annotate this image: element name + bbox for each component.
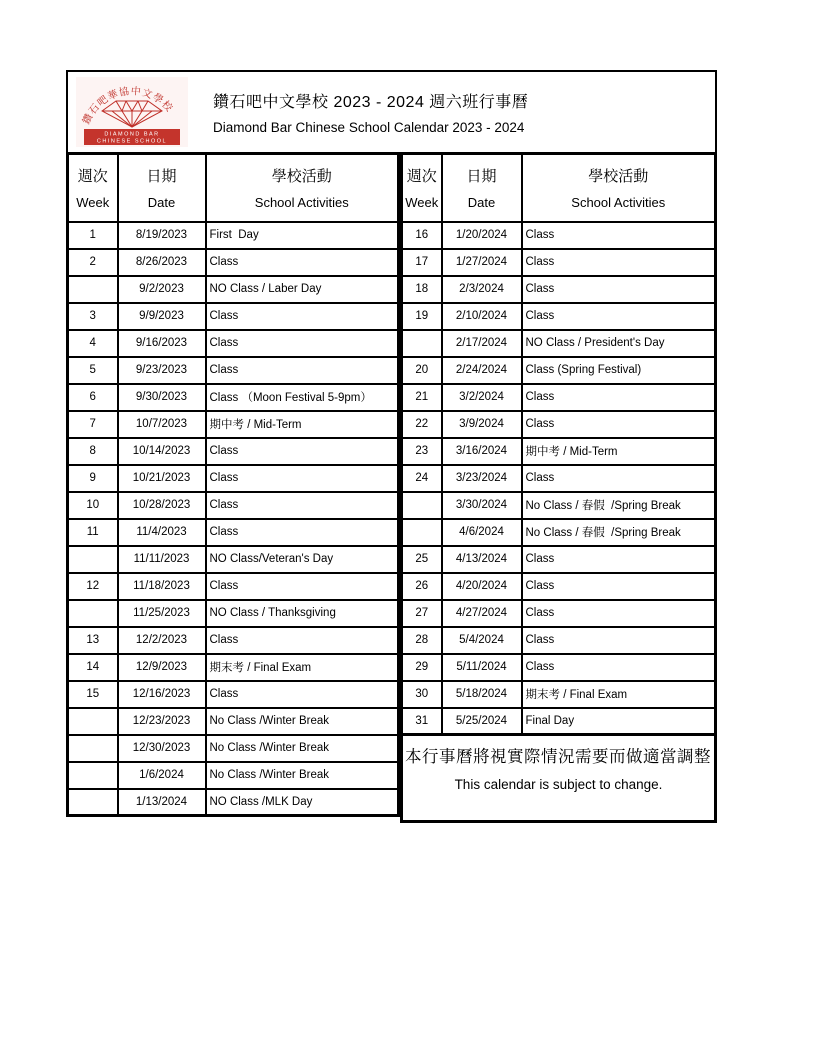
- week-cell: 5: [68, 357, 118, 384]
- activity-cell: Class: [522, 546, 716, 573]
- week-cell: 14: [68, 654, 118, 681]
- activity-cell: NO Class /MLK Day: [206, 789, 399, 816]
- date-cell: 10/7/2023: [118, 411, 206, 438]
- week-cell: 24: [402, 465, 442, 492]
- date-cell: 11/4/2023: [118, 519, 206, 546]
- activity-cell: 期末考 / Final Exam: [206, 654, 399, 681]
- calendar-tables: [66, 152, 717, 823]
- activity-cell: Class: [522, 600, 716, 627]
- activity-cell: Class: [522, 303, 716, 330]
- table-row: [402, 330, 716, 357]
- header-row: [402, 154, 716, 222]
- document-header: [66, 70, 717, 152]
- table-row: [68, 573, 399, 600]
- date-cell: 11/25/2023: [118, 600, 206, 627]
- disclaimer-english: This calendar is subject to change.: [454, 777, 663, 792]
- table-row: [68, 627, 399, 654]
- date-cell: 3/2/2024: [442, 384, 522, 411]
- table-row: [68, 519, 399, 546]
- date-cell: 10/21/2023: [118, 465, 206, 492]
- date-cell: 1/13/2024: [118, 789, 206, 816]
- week-cell: [68, 762, 118, 789]
- title-chinese: 鑽石吧中文學校 2023 - 2024 週六班行事曆: [213, 94, 529, 111]
- week-cell: 16: [402, 222, 442, 249]
- week-cell: 27: [402, 600, 442, 627]
- date-cell: 10/14/2023: [118, 438, 206, 465]
- activity-cell: Class: [522, 654, 716, 681]
- date-cell: 1/20/2024: [442, 222, 522, 249]
- activity-cell: 期中考 / Mid-Term: [206, 411, 399, 438]
- activity-cell: Class: [206, 519, 399, 546]
- date-cell: 1/6/2024: [118, 762, 206, 789]
- activity-cell: Class: [522, 384, 716, 411]
- table-row: [68, 465, 399, 492]
- week-cell: 10: [68, 492, 118, 519]
- week-cell: 20: [402, 357, 442, 384]
- activity-cell: Class: [522, 276, 716, 303]
- table-row: [68, 222, 399, 249]
- week-column-header: 週次 Week: [402, 154, 442, 222]
- activity-cell: Class: [206, 465, 399, 492]
- week-cell: [68, 600, 118, 627]
- activities-column-header: 學校活動 School Activities: [522, 154, 716, 222]
- date-cell: 10/28/2023: [118, 492, 206, 519]
- week-cell: 1: [68, 222, 118, 249]
- activity-cell: NO Class/Veteran's Day: [206, 546, 399, 573]
- table-row: [402, 546, 716, 573]
- logo-banner-line2: CHINESE SCHOOL: [96, 138, 168, 145]
- week-cell: 12: [68, 573, 118, 600]
- table-row: [68, 735, 399, 762]
- logo-arc-text: 鑽石吧華協中文學校: [81, 86, 175, 127]
- date-cell: 3/30/2024: [442, 492, 522, 519]
- week-cell: 29: [402, 654, 442, 681]
- week-cell: 2: [68, 249, 118, 276]
- title-english: Diamond Bar Chinese School Calendar 2023 - 2024: [213, 120, 525, 135]
- week-cell: 8: [68, 438, 118, 465]
- date-cell: 12/2/2023: [118, 627, 206, 654]
- activity-cell: Class: [206, 330, 399, 357]
- calendar-document: [66, 70, 717, 823]
- week-cell: 7: [68, 411, 118, 438]
- disclaimer-chinese: 本行事曆將視實際情況需要而做適當調整: [405, 748, 711, 766]
- date-cell: 4/27/2024: [442, 600, 522, 627]
- date-cell: 9/23/2023: [118, 357, 206, 384]
- date-cell: 11/11/2023: [118, 546, 206, 573]
- activity-cell: 期中考 / Mid-Term: [522, 438, 716, 465]
- activity-cell: Class: [206, 573, 399, 600]
- table-row: [402, 708, 716, 735]
- date-cell: 5/11/2024: [442, 654, 522, 681]
- spring-semester-column: [400, 152, 717, 823]
- activity-cell: Class (Spring Festival): [522, 357, 716, 384]
- date-cell: 5/4/2024: [442, 627, 522, 654]
- table-row: [402, 411, 716, 438]
- date-cell: 12/16/2023: [118, 681, 206, 708]
- table-row: [68, 303, 399, 330]
- table-row: [68, 492, 399, 519]
- date-cell: 4/20/2024: [442, 573, 522, 600]
- table-row: [402, 303, 716, 330]
- date-cell: 1/27/2024: [442, 249, 522, 276]
- table-row: [402, 384, 716, 411]
- activity-cell: NO Class / President's Day: [522, 330, 716, 357]
- table-row: [402, 438, 716, 465]
- week-cell: 9: [68, 465, 118, 492]
- school-logo-icon: [76, 77, 188, 147]
- date-cell: 9/30/2023: [118, 384, 206, 411]
- table-row: [402, 357, 716, 384]
- week-cell: 3: [68, 303, 118, 330]
- activity-cell: No Class / 春假 /Spring Break: [522, 519, 716, 546]
- week-cell: 25: [402, 546, 442, 573]
- week-cell: 26: [402, 573, 442, 600]
- table-row: [68, 276, 399, 303]
- activity-cell: Class: [522, 573, 716, 600]
- activity-cell: NO Class / Laber Day: [206, 276, 399, 303]
- activity-cell: Class: [206, 357, 399, 384]
- week-cell: 17: [402, 249, 442, 276]
- week-cell: 23: [402, 438, 442, 465]
- week-cell: 18: [402, 276, 442, 303]
- table-row: [402, 249, 716, 276]
- activity-cell: Class: [522, 627, 716, 654]
- week-cell: 15: [68, 681, 118, 708]
- table-row: [68, 654, 399, 681]
- week-cell: 22: [402, 411, 442, 438]
- activity-cell: Class: [206, 438, 399, 465]
- week-cell: [402, 519, 442, 546]
- week-cell: [68, 546, 118, 573]
- activity-cell: Class （Moon Festival 5-9pm）: [206, 384, 399, 411]
- week-cell: 13: [68, 627, 118, 654]
- date-cell: 9/16/2023: [118, 330, 206, 357]
- date-cell: 2/24/2024: [442, 357, 522, 384]
- table-row: [402, 600, 716, 627]
- activity-cell: Final Day: [522, 708, 716, 735]
- week-cell: [68, 789, 118, 816]
- activity-cell: First Day: [206, 222, 399, 249]
- table-row: [68, 681, 399, 708]
- table-row: [68, 546, 399, 573]
- activity-cell: No Class / 春假 /Spring Break: [522, 492, 716, 519]
- calendar-table-right: [400, 152, 717, 736]
- activity-cell: No Class /Winter Break: [206, 708, 399, 735]
- date-cell: 4/6/2024: [442, 519, 522, 546]
- activity-cell: No Class /Winter Break: [206, 735, 399, 762]
- disclaimer-note: [400, 736, 717, 823]
- table-row: [402, 492, 716, 519]
- week-cell: 30: [402, 681, 442, 708]
- activity-cell: No Class /Winter Break: [206, 762, 399, 789]
- week-cell: [68, 276, 118, 303]
- date-cell: 2/17/2024: [442, 330, 522, 357]
- date-cell: 2/3/2024: [442, 276, 522, 303]
- date-cell: 3/16/2024: [442, 438, 522, 465]
- week-cell: 11: [68, 519, 118, 546]
- table-row: [402, 681, 716, 708]
- date-cell: 5/18/2024: [442, 681, 522, 708]
- date-cell: 5/25/2024: [442, 708, 522, 735]
- table-row: [68, 357, 399, 384]
- date-cell: 9/2/2023: [118, 276, 206, 303]
- week-column-header: 週次 Week: [68, 154, 118, 222]
- week-cell: [68, 735, 118, 762]
- table-row: [68, 708, 399, 735]
- date-cell: 3/9/2024: [442, 411, 522, 438]
- activity-cell: Class: [522, 249, 716, 276]
- date-cell: 12/23/2023: [118, 708, 206, 735]
- table-row: [402, 465, 716, 492]
- date-cell: 2/10/2024: [442, 303, 522, 330]
- week-cell: [402, 492, 442, 519]
- date-cell: 11/18/2023: [118, 573, 206, 600]
- activity-cell: Class: [522, 465, 716, 492]
- table-row: [68, 384, 399, 411]
- table-row: [402, 519, 716, 546]
- table-row: [402, 222, 716, 249]
- activity-cell: 期末考 / Final Exam: [522, 681, 716, 708]
- week-cell: 31: [402, 708, 442, 735]
- date-cell: 9/9/2023: [118, 303, 206, 330]
- activities-column-header: 學校活動 School Activities: [206, 154, 399, 222]
- activity-cell: Class: [522, 411, 716, 438]
- activity-cell: Class: [522, 222, 716, 249]
- activity-cell: Class: [206, 681, 399, 708]
- table-row: [68, 438, 399, 465]
- activity-cell: Class: [206, 303, 399, 330]
- week-cell: 21: [402, 384, 442, 411]
- date-cell: 8/26/2023: [118, 249, 206, 276]
- table-row: [68, 411, 399, 438]
- document-titles: [213, 89, 528, 135]
- date-cell: 4/13/2024: [442, 546, 522, 573]
- week-cell: 4: [68, 330, 118, 357]
- table-row: [68, 600, 399, 627]
- table-row: [402, 627, 716, 654]
- logo-banner: [84, 129, 180, 145]
- table-row: [402, 573, 716, 600]
- table-row: [68, 330, 399, 357]
- date-column-header: 日期 Date: [442, 154, 522, 222]
- table-row: [402, 276, 716, 303]
- calendar-table-left: [66, 152, 400, 817]
- table-row: [402, 654, 716, 681]
- date-cell: 12/9/2023: [118, 654, 206, 681]
- date-cell: 8/19/2023: [118, 222, 206, 249]
- week-cell: [402, 330, 442, 357]
- week-cell: 19: [402, 303, 442, 330]
- activity-cell: NO Class / Thanksgiving: [206, 600, 399, 627]
- fall-semester-column: [66, 152, 400, 817]
- table-row: [68, 762, 399, 789]
- activity-cell: Class: [206, 627, 399, 654]
- week-cell: 6: [68, 384, 118, 411]
- header-row: [68, 154, 399, 222]
- date-column-header: 日期 Date: [118, 154, 206, 222]
- activity-cell: Class: [206, 249, 399, 276]
- week-cell: [68, 708, 118, 735]
- logo-banner-line1: DIAMOND BAR: [104, 131, 160, 138]
- table-row: [68, 249, 399, 276]
- date-cell: 12/30/2023: [118, 735, 206, 762]
- date-cell: 3/23/2024: [442, 465, 522, 492]
- week-cell: 28: [402, 627, 442, 654]
- activity-cell: Class: [206, 492, 399, 519]
- table-row: [68, 789, 399, 816]
